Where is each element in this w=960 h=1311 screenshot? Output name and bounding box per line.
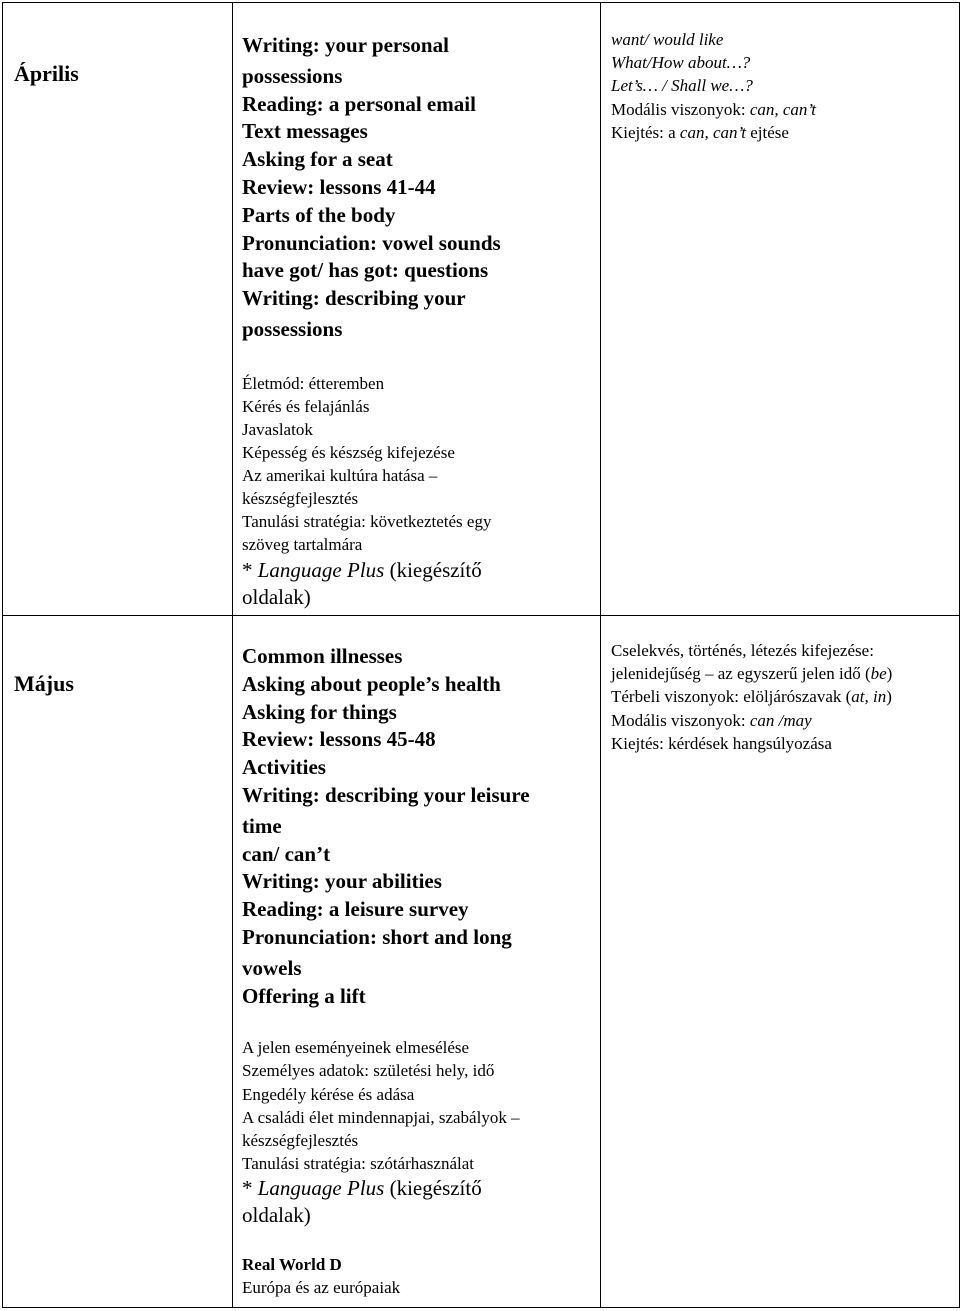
grammar-item: Cselekvés, történés, létezés kifejezése: (611, 641, 874, 660)
topic-item: Parts of the body (242, 202, 396, 227)
grammar-item: Let’s… / Shall we…? (611, 76, 753, 96)
may-grammar-cell (601, 616, 960, 1308)
description-item: Életmód: étteremben (242, 373, 385, 393)
april-content-cell (233, 3, 601, 616)
topic-item: Review: lessons 41-44 (242, 174, 436, 199)
topic-list (233, 32, 600, 344)
topic-item: can/ can’t (242, 841, 331, 866)
grammar-item: Kiejtés: a can, can’t ejtése (611, 122, 789, 142)
grammar-item: Kiejtés: kérdések hangsúlyozása (611, 733, 832, 753)
real-world-text: Európa és az európaiak (242, 1278, 401, 1298)
topic-item: Common illnesses (242, 644, 403, 668)
topic-item: Offering a lift (242, 983, 366, 1008)
topic-item: Writing: describing your (242, 286, 466, 311)
language-plus-note: * Language Plus (kiegészítő (242, 557, 482, 582)
topic-item: Writing: describing your leisure (242, 782, 530, 807)
topic-item: Asking about people’s health (242, 671, 501, 696)
topic-item: Asking for a seat (242, 147, 393, 172)
language-plus-note-cont: oldalak) (242, 584, 311, 609)
description-item: Javaslatok (242, 419, 313, 439)
grammar-item: Modális viszonyok: can, can’t (611, 99, 816, 119)
description-item: Engedély kérése és adása (242, 1084, 415, 1104)
description-item: Az amerikai kultúra hatása – (242, 466, 438, 486)
month-label: Május (14, 671, 74, 696)
description-item: szöveg tartalmára (242, 535, 363, 555)
topic-item: Writing: your personal (242, 33, 449, 57)
description-item: A családi élet mindennapjai, szabályok – (242, 1107, 520, 1127)
syllabus-table (2, 2, 960, 1308)
description-item: Kérés és felajánlás (242, 396, 370, 416)
real-world-title: Real World D (242, 1254, 342, 1274)
language-plus-note: * Language Plus (kiegészítő (242, 1175, 482, 1200)
may-month-cell (3, 616, 233, 1308)
april-row (3, 3, 960, 616)
grammar-item: jelenidejűség – az egyszerű jelen idő (be) (611, 664, 893, 684)
topic-item: Text messages (242, 119, 368, 144)
month-label: Április (14, 61, 79, 86)
grammar-item: want/ would like (611, 30, 724, 49)
description-list (233, 372, 600, 611)
topic-item: Asking for things (242, 699, 397, 724)
description-item: Tanulási stratégia: következtetés egy (242, 512, 492, 532)
description-item: Személyes adatok: születési hely, idő (242, 1061, 495, 1081)
may-content-cell (233, 616, 601, 1308)
topic-item: Writing: your abilities (242, 869, 442, 894)
grammar-list (601, 639, 959, 755)
topic-item: Review: lessons 45-48 (242, 727, 436, 752)
topic-item: Pronunciation: vowel sounds (242, 230, 501, 255)
description-item: készségfejlesztés (242, 489, 359, 509)
topic-item: Pronunciation: short and long (242, 924, 512, 949)
topic-item: Reading: a leisure survey (242, 897, 469, 922)
description-item: Képesség és készség kifejezése (242, 443, 455, 463)
language-plus-note-cont: oldalak) (242, 1202, 311, 1227)
description-item: A jelen eseményeinek elmesélése (242, 1038, 470, 1058)
topic-item: Activities (242, 755, 326, 780)
april-grammar-cell (601, 3, 960, 616)
description-list (233, 1036, 600, 1299)
topic-item: Reading: a personal email (242, 91, 476, 116)
may-row (3, 616, 960, 1308)
grammar-item: Modális viszonyok: can /may (611, 710, 812, 730)
description-item: készségfejlesztés (242, 1130, 359, 1150)
april-month-cell (3, 3, 233, 616)
topic-list (233, 643, 600, 1010)
topic-item: vowels (242, 955, 302, 980)
grammar-item: What/How about…? (611, 53, 751, 73)
grammar-list (601, 28, 959, 144)
topic-item: time (242, 813, 282, 838)
topic-item: possessions (242, 316, 343, 341)
topic-item: possessions (242, 63, 343, 88)
description-item: Tanulási stratégia: szótárhasználat (242, 1153, 474, 1173)
topic-item: have got/ has got: questions (242, 258, 489, 283)
grammar-item: Térbeli viszonyok: elöljárószavak (at, in) (611, 687, 892, 707)
